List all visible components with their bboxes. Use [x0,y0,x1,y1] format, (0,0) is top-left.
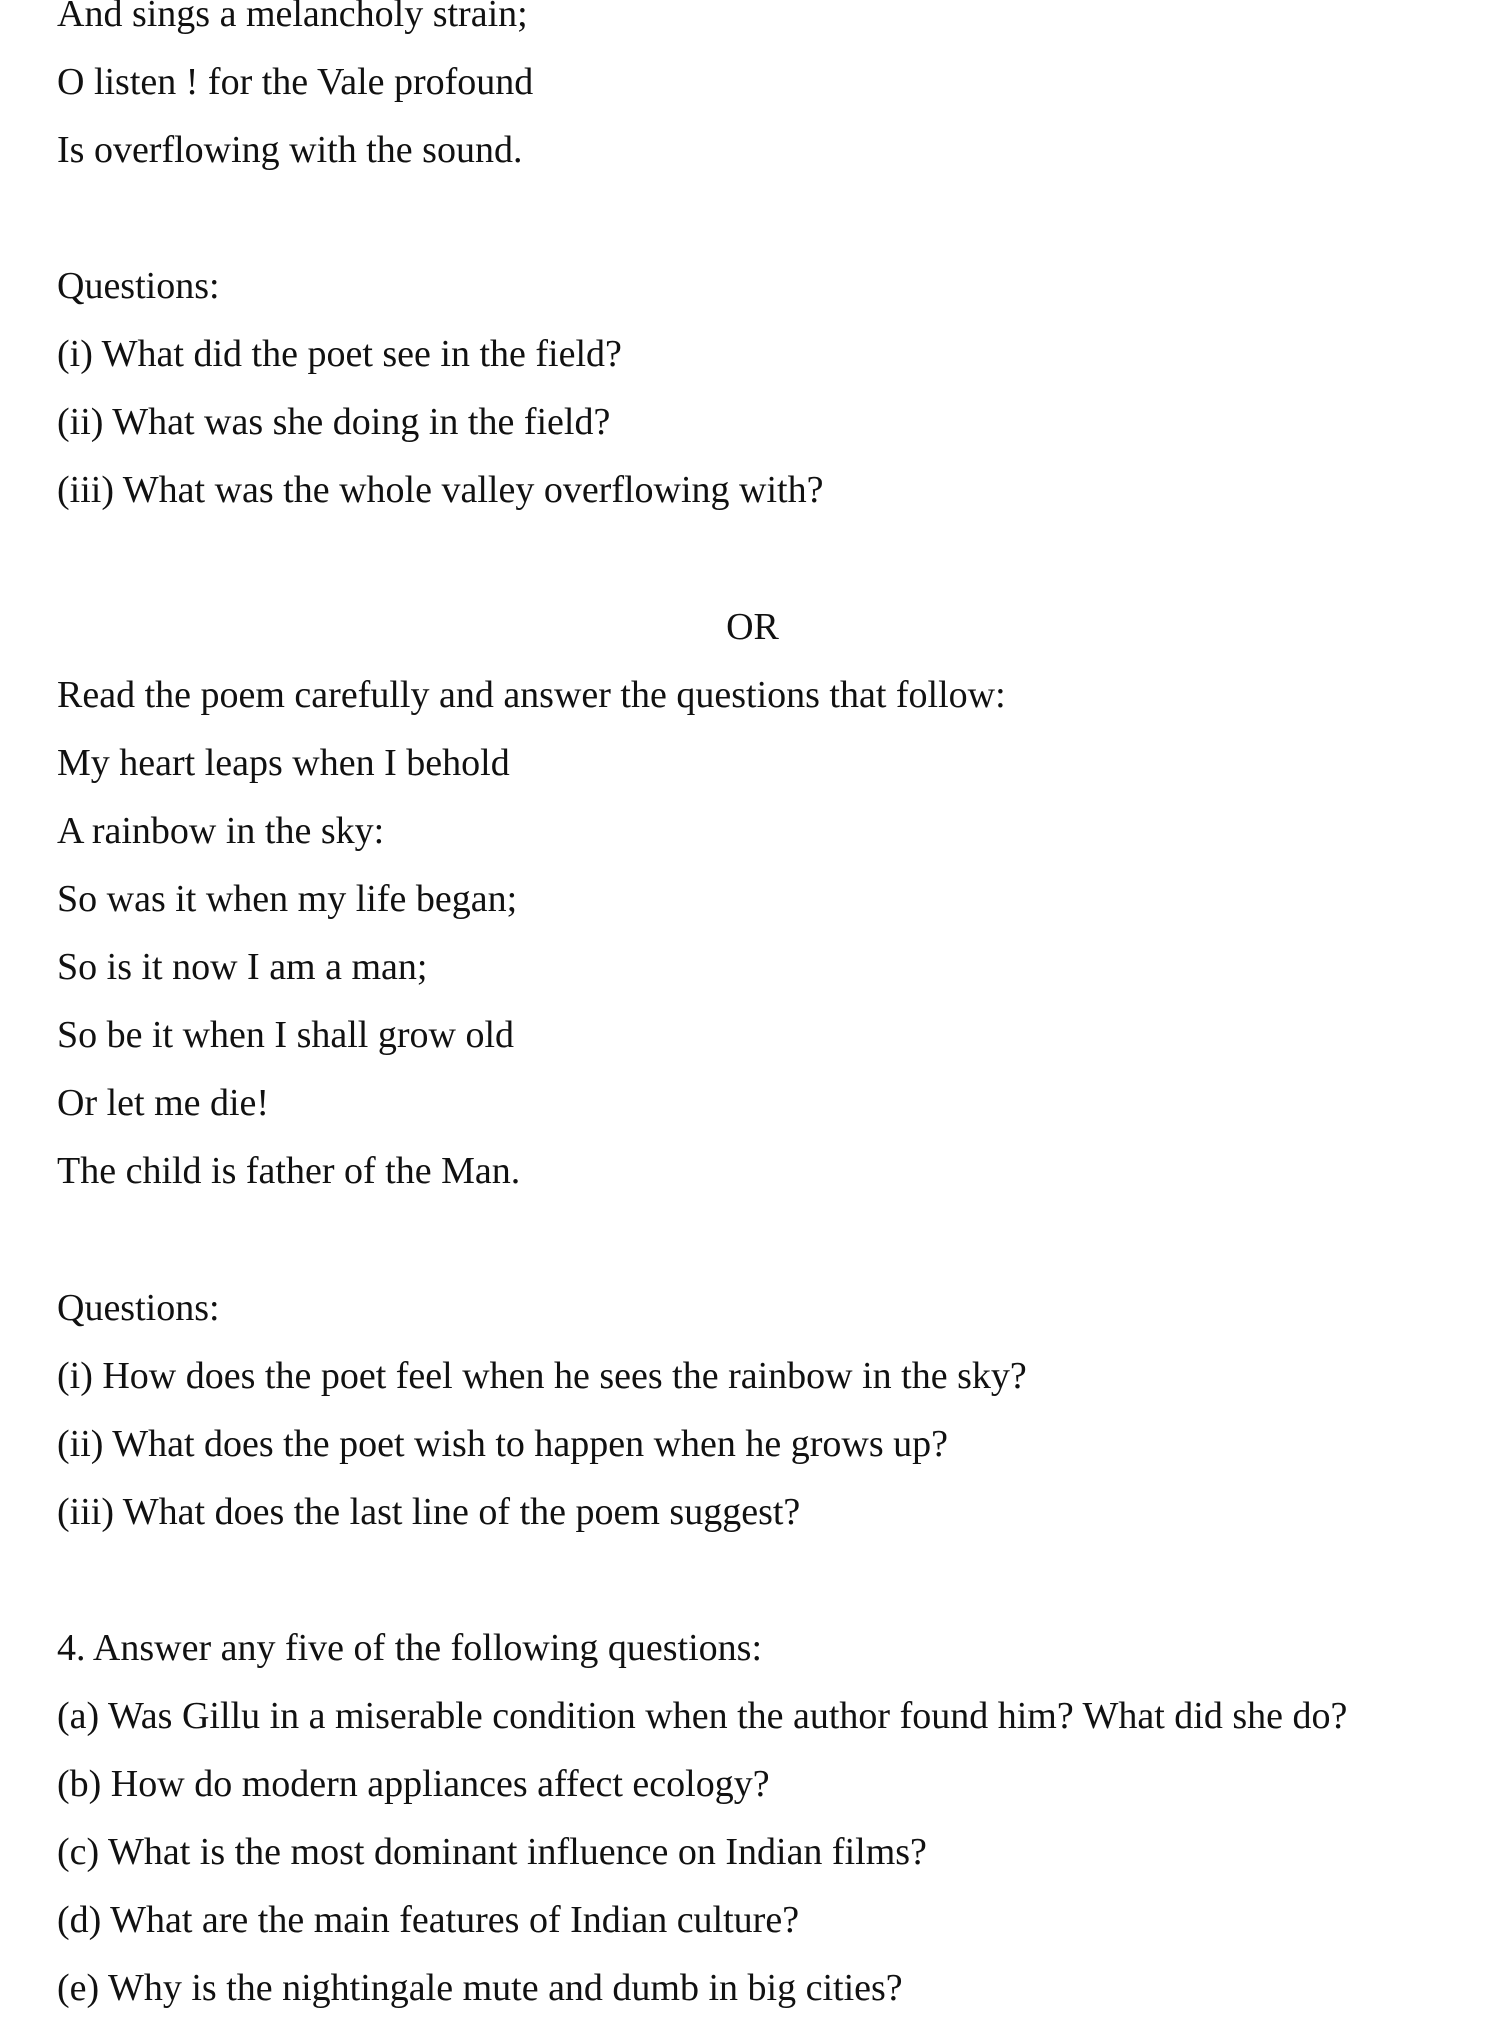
poem-line: The child is father of the Man. [57,1150,521,1192]
poem-line: A rainbow in the sky: [57,810,385,852]
question-item: (c) What is the most dominant influence on Indian films? [57,1831,927,1873]
poem-line: Or let me die! [57,1082,270,1124]
poem-line: So was it when my life began; [57,878,518,920]
questions-heading: Questions: [57,265,220,307]
question-item: (a) Was Gillu in a miserable condition when the author found him? What did she do? [57,1695,1348,1737]
poem-line: So is it now I am a man; [57,946,428,988]
question-item: (iii) What does the last line of the poem suggest? [57,1491,801,1533]
question-item: (iii) What was the whole valley overflowing with? [57,469,824,511]
question-item: (d) What are the main features of Indian culture? [57,1899,800,1941]
poem-line: Is overflowing with the sound. [57,129,523,171]
poem-line: And sings a melancholy strain; [57,0,528,35]
questions-heading: Questions: [57,1287,220,1329]
poem-line: O listen ! for the Vale profound [57,61,534,103]
question-item: (e) Why is the nightingale mute and dumb in big cities? [57,1967,903,2009]
question-item: (ii) What was she doing in the field? [57,401,611,443]
question-item: (i) How does the poet feel when he sees the rainbow in the sky? [57,1355,1027,1397]
question-item: (i) What did the poet see in the field? [57,333,622,375]
poem-line: So be it when I shall grow old [57,1014,515,1056]
or-separator: OR [726,606,779,648]
poem-instruction: Read the poem carefully and answer the questions that follow: [57,674,1006,716]
question-item: (ii) What does the poet wish to happen when he grows up? [57,1423,949,1465]
question-item: (b) How do modern appliances affect ecology? [57,1763,770,1805]
section-heading: 4. Answer any five of the following questions: [57,1627,763,1669]
poem-line: My heart leaps when I behold [57,742,510,784]
